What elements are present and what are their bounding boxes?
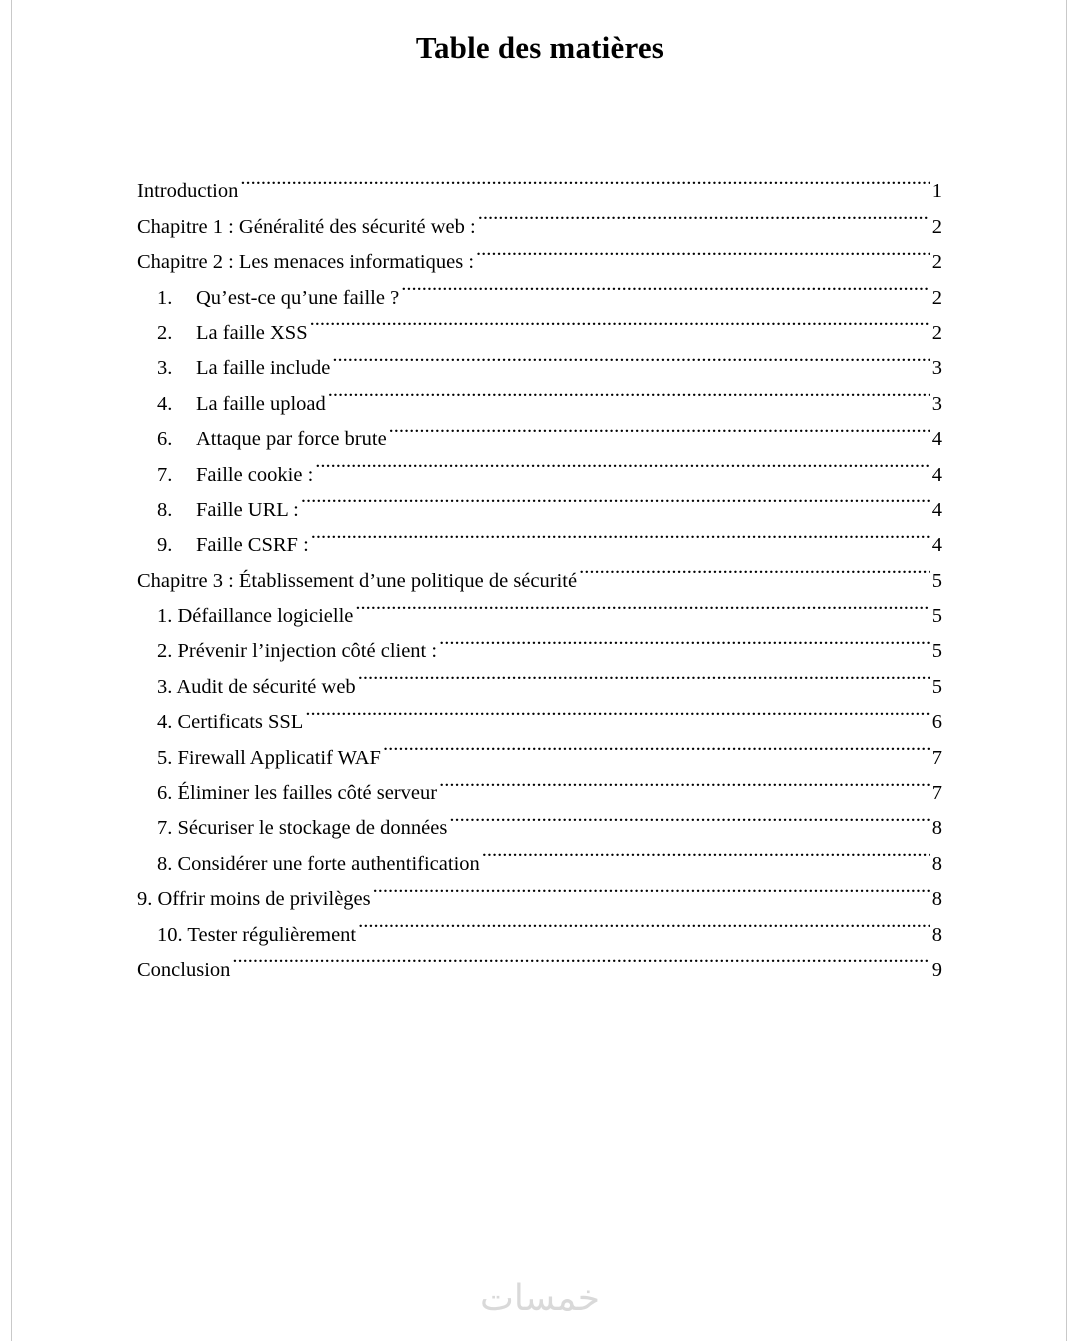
toc-dot-leader — [301, 481, 930, 516]
toc-entry-text: 3. Audit de sécurité web — [157, 675, 356, 698]
toc-entry-page: 3 — [931, 392, 942, 415]
toc-dot-leader — [315, 445, 929, 480]
page-edge-right — [1066, 0, 1067, 1341]
toc-entry-text: Chapitre 2 : Les menaces informatiques : — [137, 251, 475, 274]
toc-entry-text: 4. Certificats SSL — [157, 711, 304, 734]
toc-entry-number: 1. — [157, 286, 173, 309]
toc-entry-page: 8 — [931, 888, 942, 911]
toc-entry-text: Chapitre 3 : Établissement d’une politique de sécurité — [137, 569, 578, 592]
toc-entry-page: 8 — [931, 852, 942, 875]
toc-entry-text: Qu’est-ce qu’une faille ? — [196, 286, 400, 309]
toc-entry-text: 9. Offrir moins de privilèges — [137, 888, 371, 911]
toc-dot-leader — [449, 799, 929, 834]
watermark-logo: خمسات — [479, 1278, 601, 1319]
toc-entry-page: 5 — [931, 675, 942, 698]
toc-entry-page: 8 — [931, 817, 942, 840]
toc-entry-text: 1. Défaillance logicielle — [157, 605, 354, 628]
toc-dot-leader — [358, 905, 930, 940]
toc-dot-leader — [401, 268, 930, 303]
toc-entry[interactable] — [137, 197, 942, 238]
toc-entry-text: 7. Sécuriser le stockage de données — [157, 817, 448, 840]
toc-entry-text: Faille CSRF : — [196, 534, 309, 557]
toc-entry-text: La faille include — [196, 357, 331, 380]
toc-dot-leader — [232, 941, 929, 976]
toc-dot-leader — [478, 197, 930, 232]
toc-dot-leader — [311, 516, 930, 551]
toc-entry-page: 6 — [931, 711, 942, 734]
toc-dot-leader — [579, 551, 930, 586]
toc-entry[interactable] — [137, 162, 942, 203]
toc-entry-page: 2 — [931, 321, 942, 344]
toc-dot-leader — [358, 657, 930, 692]
toc-dot-leader — [373, 870, 930, 905]
toc-entry-page: 4 — [931, 463, 942, 486]
toc-entry-page: 4 — [931, 428, 942, 451]
toc-dot-leader — [439, 764, 930, 799]
toc-entry-number: 9. — [157, 534, 173, 557]
toc-entry-number: 3. — [157, 357, 173, 380]
toc-entry-page: 1 — [931, 180, 942, 203]
toc-entry-text: Faille URL : — [196, 498, 299, 521]
toc-dot-leader — [439, 622, 930, 657]
toc-entry-page: 5 — [931, 640, 942, 663]
toc-entry-text: Conclusion — [137, 958, 231, 981]
toc-entry-page: 4 — [931, 498, 942, 521]
toc-entry-text: La faille upload — [196, 392, 326, 415]
toc-entry-page: 8 — [931, 923, 942, 946]
toc-entry-page: 4 — [931, 534, 942, 557]
toc-entry-text: 8. Considérer une forte authentification — [157, 852, 480, 875]
toc-dot-leader — [310, 304, 930, 339]
toc-entry-text: 6. Éliminer les failles côté serveur — [157, 782, 438, 805]
table-of-contents — [137, 162, 942, 981]
toc-dot-leader — [482, 834, 930, 869]
toc-entry-page: 2 — [931, 286, 942, 309]
page-title: Table des matières — [415, 30, 665, 65]
toc-dot-leader — [389, 410, 930, 445]
toc-entry-page: 5 — [931, 569, 942, 592]
toc-entry-page: 3 — [931, 357, 942, 380]
toc-entry-text: 10. Tester régulièrement — [157, 923, 357, 946]
toc-entry-page: 9 — [931, 958, 942, 981]
toc-entry-text: Attaque par force brute — [196, 428, 387, 451]
toc-entry-text: 5. Firewall Applicatif WAF — [157, 746, 381, 769]
toc-dot-leader — [328, 374, 930, 409]
toc-entry-page: 2 — [931, 251, 942, 274]
toc-entry-text: Faille cookie : — [196, 463, 314, 486]
toc-entry-text: Chapitre 1 : Généralité des sécurité web : — [137, 215, 476, 238]
toc-entry-text: La faille XSS — [196, 321, 308, 344]
toc-dot-leader — [383, 728, 930, 763]
toc-entry-number: 7. — [157, 463, 173, 486]
toc-entry-page: 7 — [931, 782, 942, 805]
toc-entry-number: 8. — [157, 498, 173, 521]
toc-entry-page: 2 — [931, 215, 942, 238]
toc-entry-page: 5 — [931, 605, 942, 628]
toc-entry-number: 2. — [157, 321, 173, 344]
toc-entry[interactable] — [137, 941, 942, 981]
toc-dot-leader — [476, 233, 930, 268]
toc-dot-leader — [332, 339, 929, 374]
toc-entry-number: 6. — [157, 428, 173, 451]
page-edge-left — [11, 0, 12, 1341]
toc-entry-text: 2. Prévenir l’injection côté client : — [157, 640, 438, 663]
toc-entry-text: Introduction — [137, 180, 239, 203]
toc-entry-page: 7 — [931, 746, 942, 769]
toc-dot-leader — [240, 162, 929, 197]
toc-entry-number: 4. — [157, 392, 173, 415]
toc-dot-leader — [355, 587, 929, 622]
toc-dot-leader — [305, 693, 929, 728]
